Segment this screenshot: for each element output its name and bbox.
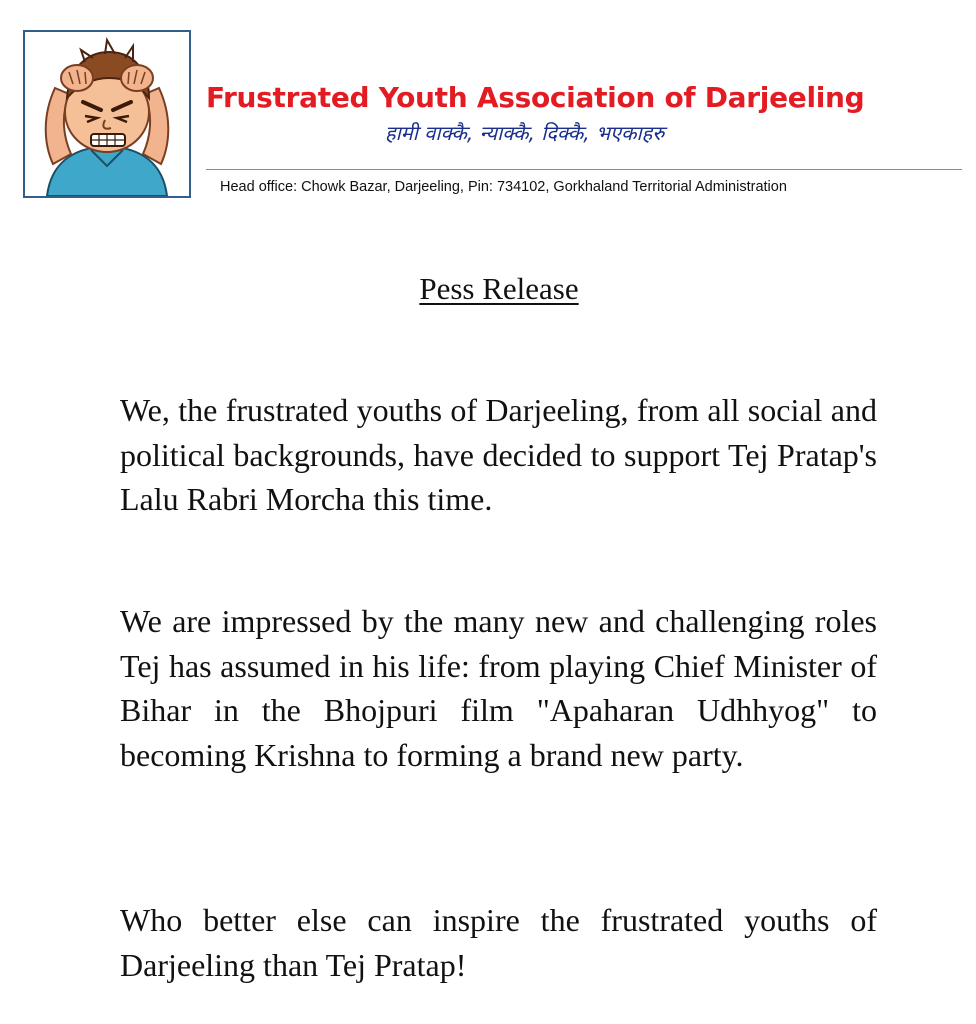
head-office-address: Head office: Chowk Bazar, Darjeeling, Pin: 734102, Gorkhaland Territorial Administration [220,179,787,195]
paragraph-1: We, the frustrated youths of Darjeeling, from all social and political backgrounds, have decided to support Tej Pratap's Lalu Rabri Morcha this time. [120,392,877,517]
logo [23,30,191,198]
paragraph-3: Who better else can inspire the frustrated youths of Darjeeling than Tej Pratap! [120,902,877,983]
frustrated-cartoon-boy-icon [25,32,189,196]
paragraph-2: We are impressed by the many new and challenging roles Tej has assumed in his life: from playing Chief Minister of Bihar in the Bhojpuri film "Apaharan Udhhyog" to becoming Krishna to forming a brand new party. [120,603,877,773]
header-divider [206,169,962,170]
organization-name: Frustrated Youth Association of Darjeeling [206,81,865,114]
tagline: हामी वाक्कै, न्याक्कै, दिक्कै, भएकाहरु [385,121,665,145]
document-title: Pess Release [419,271,579,306]
